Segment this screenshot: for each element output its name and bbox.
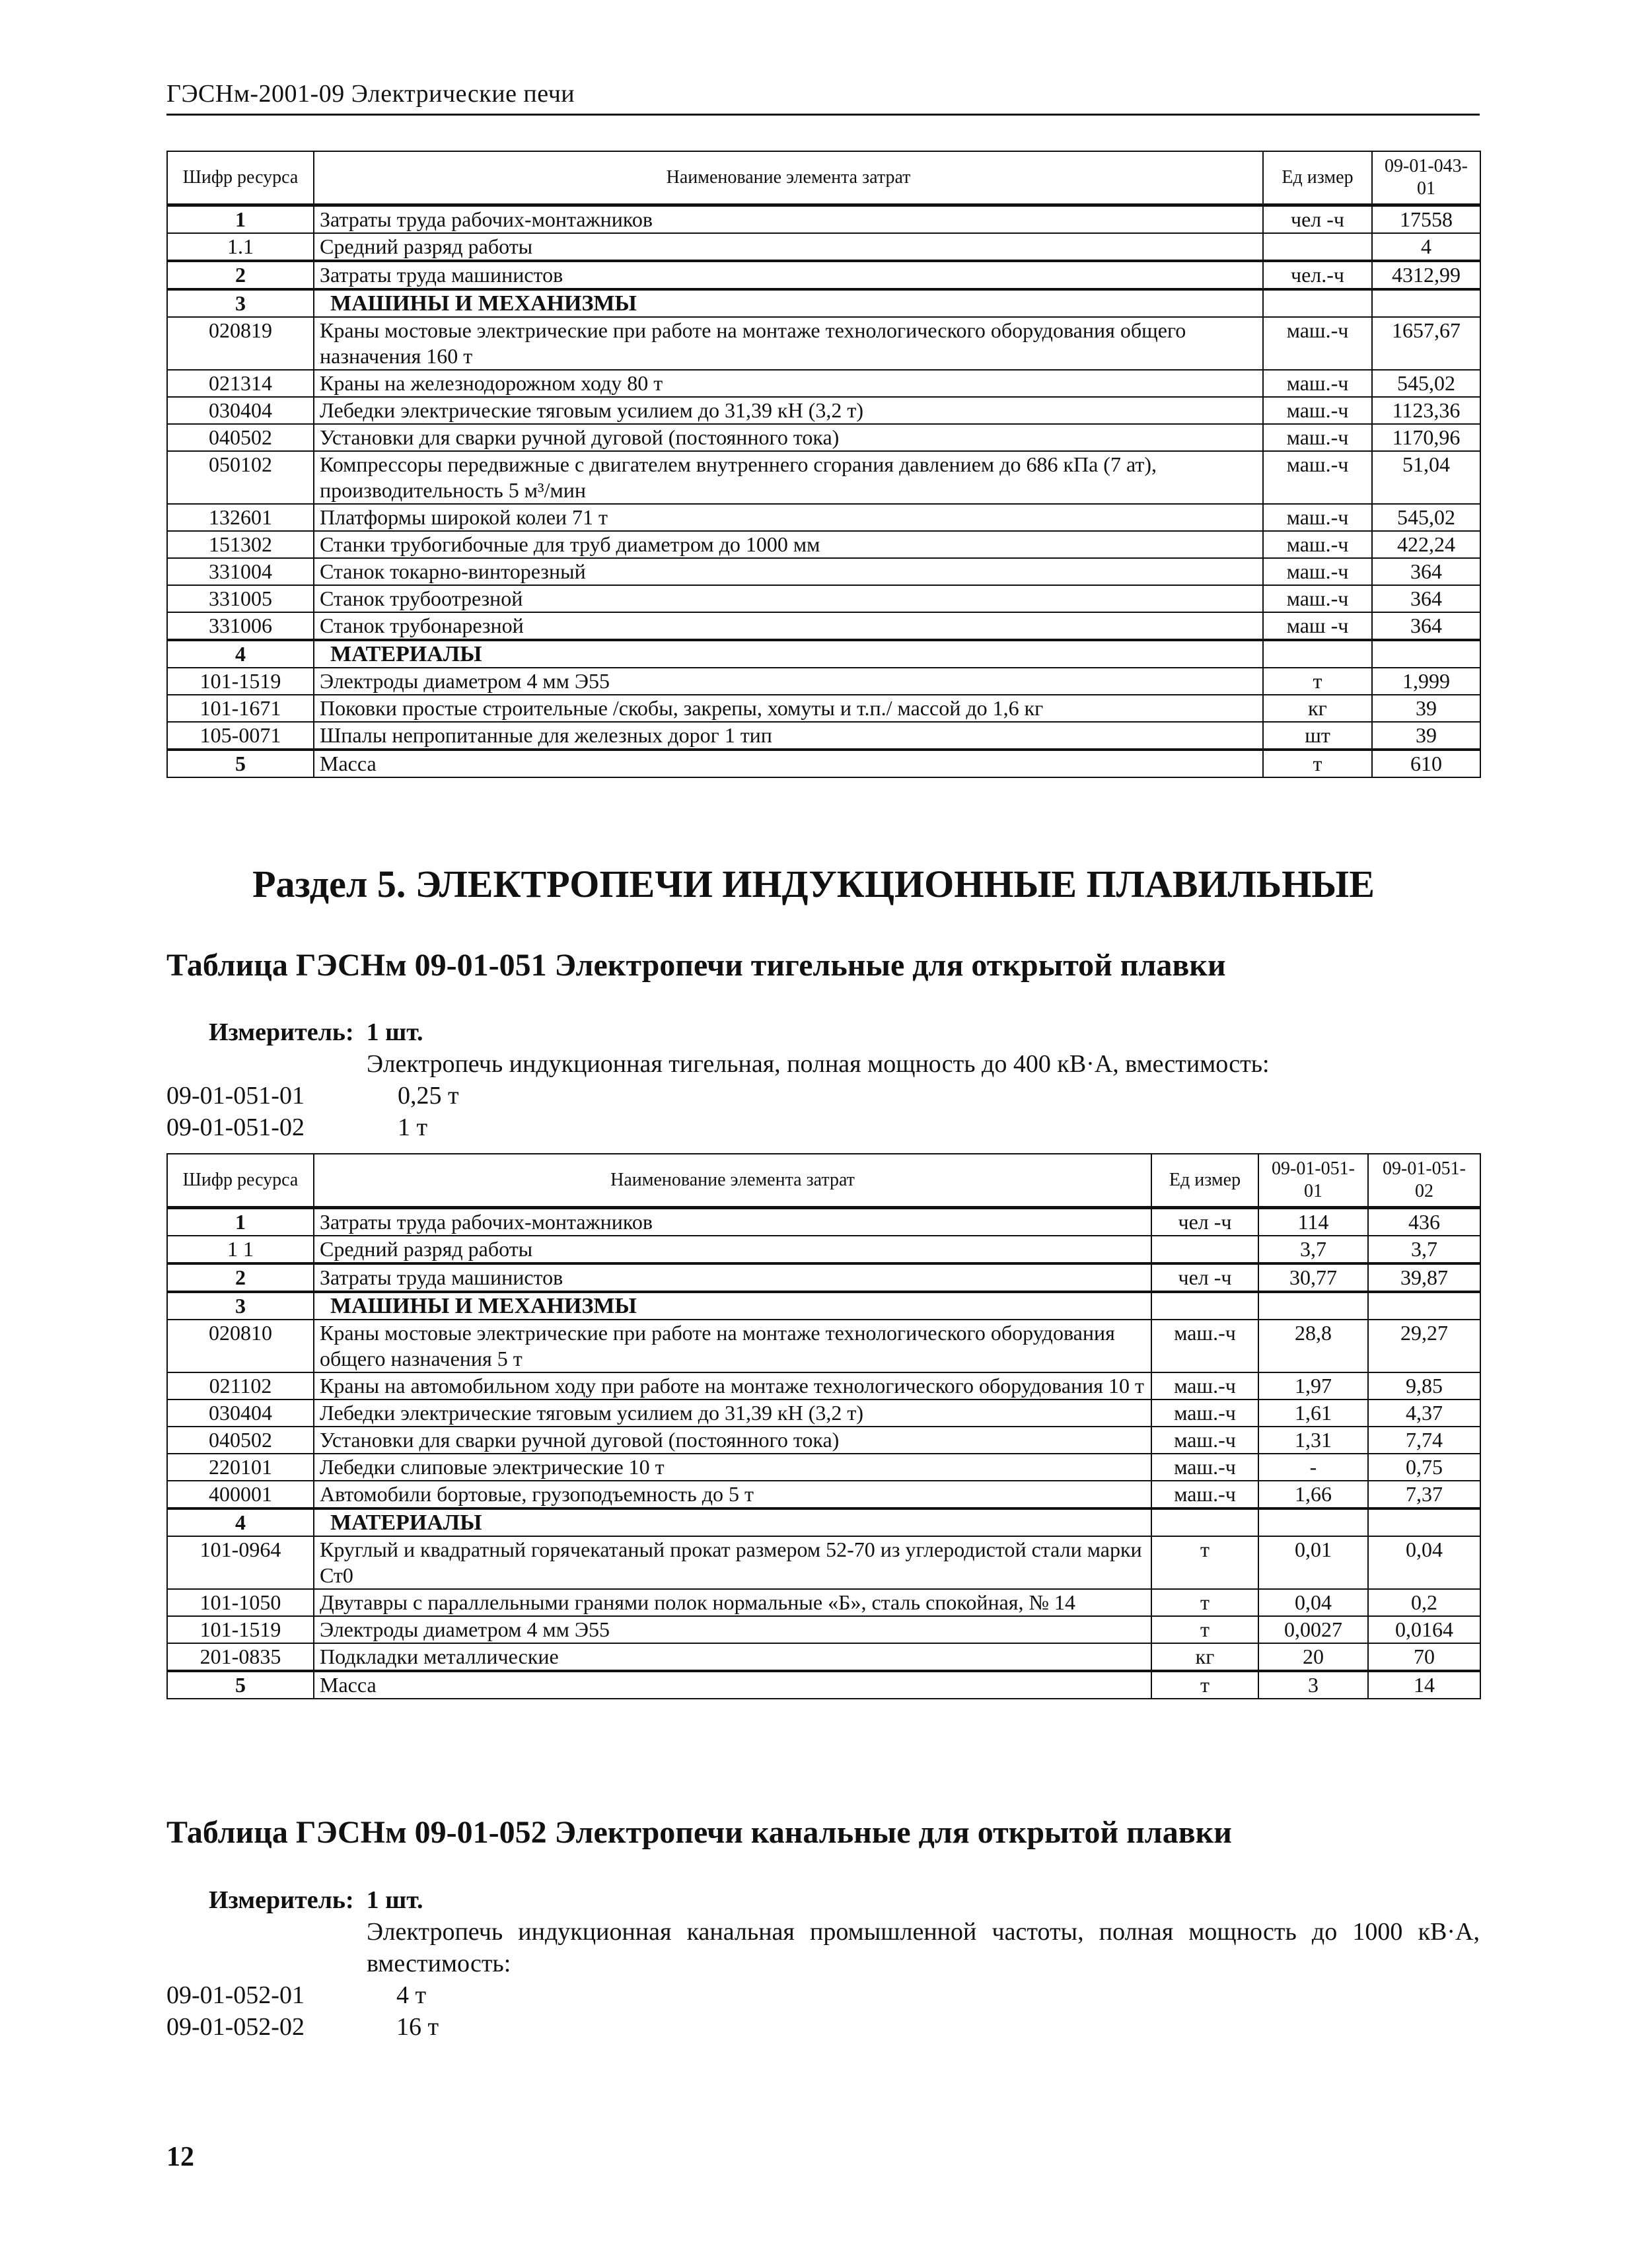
- table-row: [167, 233, 1480, 261]
- table-row: [167, 585, 1480, 612]
- value-cell-1: 28,8: [1258, 1320, 1368, 1372]
- variant-value: 0,25 т: [398, 1082, 459, 1110]
- resource-name-cell: Краны мостовые электрические при работе на монтаже технологического оборудования общего назначения 160 т: [314, 317, 1263, 370]
- resource-code-cell: 4: [167, 1508, 314, 1536]
- value-cell-1: 0,0027: [1258, 1616, 1368, 1643]
- value-cell-2: 39,87: [1368, 1263, 1480, 1292]
- table-row: [167, 451, 1480, 504]
- value-cell-1: 39: [1372, 695, 1480, 722]
- resource-code-cell: 101-1519: [167, 1616, 314, 1643]
- table-row: [167, 504, 1480, 531]
- value-cell-1: 364: [1372, 612, 1480, 640]
- value-cell-1: 1,66: [1258, 1481, 1368, 1508]
- meter-label-text: Измеритель:: [209, 1018, 354, 1046]
- table-row: [167, 750, 1480, 777]
- meter-value: 1 шт.: [366, 1018, 423, 1046]
- resource-name-cell: Электроды диаметром 4 мм Э55: [314, 1616, 1151, 1643]
- unit-cell: т: [1263, 668, 1372, 695]
- resource-name-cell: МАШИНЫ И МЕХАНИЗМЫ: [314, 1292, 1151, 1320]
- table-description: Электропечь индукционная тигельная, полная мощность до 400 кВ·А, вместимость:: [367, 1050, 1270, 1078]
- unit-cell: [1151, 1292, 1258, 1320]
- resource-name-cell: Затраты труда рабочих-монтажников: [314, 205, 1263, 234]
- value-cell-2: 0,75: [1368, 1454, 1480, 1481]
- value-cell-2: 70: [1368, 1643, 1480, 1671]
- resource-name-cell: Масса: [314, 750, 1263, 777]
- unit-cell: [1263, 289, 1372, 317]
- variant-row: [166, 1112, 428, 1143]
- unit-cell: кг: [1151, 1643, 1258, 1671]
- resource-code-cell: 1 1: [167, 1236, 314, 1263]
- table-row: [167, 1589, 1480, 1616]
- resource-code-cell: 1.1: [167, 233, 314, 261]
- resource-name-cell: МАТЕРИАЛЫ: [314, 1508, 1151, 1536]
- value-cell-1: 4312,99: [1372, 261, 1480, 289]
- table-row: [167, 1643, 1480, 1671]
- value-cell-1: -: [1258, 1454, 1368, 1481]
- unit-cell: маш.-ч: [1263, 424, 1372, 451]
- unit-cell: чел -ч: [1151, 1263, 1258, 1292]
- variant-value: 16 т: [396, 2013, 439, 2041]
- unit-cell: [1263, 233, 1372, 261]
- unit-cell: маш.-ч: [1263, 317, 1372, 370]
- table-row: [167, 695, 1480, 722]
- resource-name-cell: Краны на автомобильном ходу при работе на монтаже технологического оборудования 10 т: [314, 1372, 1151, 1400]
- value-cell-2: 7,37: [1368, 1481, 1480, 1508]
- unit-cell: маш.-ч: [1263, 370, 1372, 397]
- variant-row: [166, 2011, 439, 2043]
- resource-code-cell: 1: [167, 1208, 314, 1236]
- unit-cell: т: [1263, 750, 1372, 777]
- table-header-row: [167, 1154, 1480, 1208]
- unit-cell: чел -ч: [1151, 1208, 1258, 1236]
- resource-code-cell: 3: [167, 289, 314, 317]
- resource-code-cell: 331006: [167, 612, 314, 640]
- resource-code-cell: 2: [167, 1263, 314, 1292]
- variant-row: [166, 1979, 427, 2011]
- resource-name-cell: Лебедки электрические тяговым усилием до 31,39 кН (3,2 т): [314, 1400, 1151, 1427]
- table-row: [167, 1481, 1480, 1508]
- value-cell-1: 364: [1372, 558, 1480, 585]
- resource-code-cell: 5: [167, 1671, 314, 1699]
- resource-name-cell: Электроды диаметром 4 мм Э55: [314, 668, 1263, 695]
- column-header-unit: Ед измер: [1263, 151, 1372, 205]
- unit-cell: [1151, 1508, 1258, 1536]
- resource-name-cell: Станок трубоотрезной: [314, 585, 1263, 612]
- variant-code: 09-01-052-02: [166, 2013, 305, 2041]
- variant-value: 1 т: [398, 1114, 428, 1141]
- resource-name-cell: МАТЕРИАЛЫ: [314, 640, 1263, 668]
- unit-cell: маш.-ч: [1151, 1320, 1258, 1372]
- table-title-09-01-051: Таблица ГЭСНм 09-01-051 Электропечи тигельные для открытой плавки: [166, 948, 1226, 983]
- column-header-value-2: 09-01-051-02: [1368, 1154, 1480, 1208]
- unit-cell: маш.-ч: [1263, 397, 1372, 424]
- table-body: [167, 205, 1480, 778]
- table-row: [167, 370, 1480, 397]
- column-header-code: Шифр ресурса: [167, 1154, 314, 1208]
- column-header-value: 09-01-043-01: [1372, 151, 1480, 205]
- unit-cell: [1151, 1236, 1258, 1263]
- value-cell-1: 51,04: [1372, 451, 1480, 504]
- resource-code-cell: 030404: [167, 1400, 314, 1427]
- value-cell-1: 39: [1372, 722, 1480, 750]
- table-row: [167, 205, 1480, 234]
- resource-name-cell: Поковки простые строительные /скобы, закрепы, хомуты и т.п./ массой до 1,6 кг: [314, 695, 1263, 722]
- unit-cell: маш.-ч: [1151, 1400, 1258, 1427]
- resource-name-cell: МАШИНЫ И МЕХАНИЗМЫ: [314, 289, 1263, 317]
- value-cell-2: 9,85: [1368, 1372, 1480, 1400]
- resource-code-cell: 105-0071: [167, 722, 314, 750]
- value-cell-2: 3,7: [1368, 1236, 1480, 1263]
- meter-label-text: Измеритель:: [209, 1886, 354, 1914]
- value-cell-1: [1258, 1292, 1368, 1320]
- column-header-value-1: 09-01-051-01: [1258, 1154, 1368, 1208]
- column-header-name: Наименование элемента затрат: [314, 151, 1263, 205]
- value-cell-2: 0,2: [1368, 1589, 1480, 1616]
- resource-name-cell: Средний разряд работы: [314, 233, 1263, 261]
- value-cell-2: 4,37: [1368, 1400, 1480, 1427]
- resource-table-09-01-043: [166, 151, 1481, 778]
- table-row: [167, 1400, 1480, 1427]
- table-row: [167, 1508, 1480, 1536]
- resource-code-cell: 1: [167, 205, 314, 234]
- resource-name-cell: Масса: [314, 1671, 1151, 1699]
- table-row: [167, 261, 1480, 289]
- table-row: [167, 1320, 1480, 1372]
- variant-code: 09-01-051-02: [166, 1114, 305, 1141]
- value-cell-2: 14: [1368, 1671, 1480, 1699]
- resource-name-cell: Лебедки электрические тяговым усилием до 31,39 кН (3,2 т): [314, 397, 1263, 424]
- resource-name-cell: Компрессоры передвижные с двигателем внутреннего сгорания давлением до 686 кПа (7 ат), производительность 5 м³/мин: [314, 451, 1263, 504]
- resource-code-cell: 101-1050: [167, 1589, 314, 1616]
- unit-cell: чел -ч: [1263, 205, 1372, 234]
- value-cell-1: [1372, 289, 1480, 317]
- resource-code-cell: 040502: [167, 424, 314, 451]
- resource-table-09-01-051: [166, 1153, 1481, 1699]
- table-header-row: [167, 151, 1480, 205]
- unit-cell: маш.-ч: [1263, 504, 1372, 531]
- table-row: [167, 1536, 1480, 1589]
- unit-cell: т: [1151, 1589, 1258, 1616]
- resource-code-cell: 4: [167, 640, 314, 668]
- table-row: [167, 317, 1480, 370]
- resource-code-cell: 151302: [167, 531, 314, 558]
- resource-code-cell: 331004: [167, 558, 314, 585]
- resource-code-cell: 3: [167, 1292, 314, 1320]
- value-cell-1: 1,31: [1258, 1427, 1368, 1454]
- resource-code-cell: 021102: [167, 1372, 314, 1400]
- value-cell-1: 545,02: [1372, 370, 1480, 397]
- resource-code-cell: 331005: [167, 585, 314, 612]
- resource-name-cell: Установки для сварки ручной дуговой (постоянного тока): [314, 1427, 1151, 1454]
- resource-name-cell: Платформы широкой колеи 71 т: [314, 504, 1263, 531]
- resource-code-cell: 220101: [167, 1454, 314, 1481]
- resource-name-cell: Краны мостовые электрические при работе на монтаже технологического оборудования общего назначения 5 т: [314, 1320, 1151, 1372]
- table-row: [167, 1263, 1480, 1292]
- table-row: [167, 1454, 1480, 1481]
- variant-value: 4 т: [396, 1981, 427, 2009]
- resource-code-cell: 020810: [167, 1320, 314, 1372]
- unit-cell: т: [1151, 1671, 1258, 1699]
- column-header-name: Наименование элемента затрат: [314, 1154, 1151, 1208]
- variant-row: [166, 1080, 459, 1112]
- variant-code: 09-01-051-01: [166, 1082, 305, 1110]
- resource-name-cell: Станок токарно-винторезный: [314, 558, 1263, 585]
- table-row: [167, 1427, 1480, 1454]
- table-row: [167, 668, 1480, 695]
- value-cell-2: [1368, 1508, 1480, 1536]
- resource-name-cell: Затраты труда машинистов: [314, 261, 1263, 289]
- table-row: [167, 722, 1480, 750]
- resource-code-cell: 030404: [167, 397, 314, 424]
- value-cell-1: 1657,67: [1372, 317, 1480, 370]
- unit-cell: маш.-ч: [1263, 558, 1372, 585]
- value-cell-1: [1258, 1508, 1368, 1536]
- value-cell-1: 3: [1258, 1671, 1368, 1699]
- value-cell-1: 0,04: [1258, 1589, 1368, 1616]
- resource-code-cell: 101-1519: [167, 668, 314, 695]
- resource-code-cell: 2: [167, 261, 314, 289]
- meter-label: [209, 1017, 423, 1047]
- resource-name-cell: Подкладки металлические: [314, 1643, 1151, 1671]
- unit-cell: маш.-ч: [1263, 585, 1372, 612]
- resource-name-cell: Затраты труда рабочих-монтажников: [314, 1208, 1151, 1236]
- resource-name-cell: Станки трубогибочные для труб диаметром до 1000 мм: [314, 531, 1263, 558]
- table-row: [167, 1372, 1480, 1400]
- value-cell-1: 610: [1372, 750, 1480, 777]
- value-cell-1: 114: [1258, 1208, 1368, 1236]
- value-cell-1: 1170,96: [1372, 424, 1480, 451]
- table-row: [167, 1208, 1480, 1236]
- resource-name-cell: Установки для сварки ручной дуговой (постоянного тока): [314, 424, 1263, 451]
- table-row: [167, 1236, 1480, 1263]
- resource-name-cell: Краны на железнодорожном ходу 80 т: [314, 370, 1263, 397]
- resource-code-cell: 101-0964: [167, 1536, 314, 1589]
- variant-code: 09-01-052-01: [166, 1981, 305, 2009]
- value-cell-1: 3,7: [1258, 1236, 1368, 1263]
- value-cell-2: 0,0164: [1368, 1616, 1480, 1643]
- column-header-code: Шифр ресурса: [167, 151, 314, 205]
- value-cell-2: 436: [1368, 1208, 1480, 1236]
- value-cell-1: 4: [1372, 233, 1480, 261]
- unit-cell: маш.-ч: [1151, 1481, 1258, 1508]
- table-row: [167, 1616, 1480, 1643]
- resource-name-cell: Лебедки слиповые электрические 10 т: [314, 1454, 1151, 1481]
- unit-cell: чел.-ч: [1263, 261, 1372, 289]
- resource-name-cell: Станок трубонарезной: [314, 612, 1263, 640]
- resource-code-cell: 020819: [167, 317, 314, 370]
- value-cell-2: 0,04: [1368, 1536, 1480, 1589]
- table-row: [167, 612, 1480, 640]
- meter-value: 1 шт.: [366, 1886, 423, 1914]
- resource-name-cell: Средний разряд работы: [314, 1236, 1151, 1263]
- resource-code-cell: 021314: [167, 370, 314, 397]
- value-cell-1: 1,999: [1372, 668, 1480, 695]
- value-cell-1: 0,01: [1258, 1536, 1368, 1589]
- unit-cell: маш.-ч: [1263, 451, 1372, 504]
- table-row: [167, 531, 1480, 558]
- table-title-09-01-052: Таблица ГЭСНм 09-01-052 Электропечи канальные для открытой плавки: [166, 1815, 1232, 1850]
- table-description: Электропечь индукционная канальная промышленной частоты, полная мощность до 1000 кВ·А, вместимость:: [367, 1918, 1480, 1977]
- unit-cell: маш.-ч: [1151, 1454, 1258, 1481]
- table-row: [167, 397, 1480, 424]
- value-cell-1: 30,77: [1258, 1263, 1368, 1292]
- table-row: [167, 640, 1480, 668]
- resource-name-cell: Круглый и квадратный горячекатаный прокат размером 52-70 из углеродистой стали марки Ст0: [314, 1536, 1151, 1589]
- table-body: [167, 1208, 1480, 1699]
- section-title: Раздел 5. ЭЛЕКТРОПЕЧИ ИНДУКЦИОННЫЕ ПЛАВИЛЬНЫЕ: [252, 863, 1375, 905]
- value-cell-1: 1,97: [1258, 1372, 1368, 1400]
- value-cell-1: 17558: [1372, 205, 1480, 234]
- resource-name-cell: Двутавры с параллельными гранями полок нормальные «Б», сталь спокойная, № 14: [314, 1589, 1151, 1616]
- page-header: ГЭСНм-2001-09 Электрические печи: [166, 74, 1480, 116]
- resource-code-cell: 040502: [167, 1427, 314, 1454]
- value-cell-1: 20: [1258, 1643, 1368, 1671]
- page-number: 12: [166, 2142, 194, 2172]
- unit-cell: т: [1151, 1536, 1258, 1589]
- resource-code-cell: 050102: [167, 451, 314, 504]
- resource-code-cell: 400001: [167, 1481, 314, 1508]
- unit-cell: шт: [1263, 722, 1372, 750]
- resource-code-cell: 5: [167, 750, 314, 777]
- value-cell-1: 364: [1372, 585, 1480, 612]
- table-row: [167, 289, 1480, 317]
- table-row: [167, 1671, 1480, 1699]
- unit-cell: маш -ч: [1263, 612, 1372, 640]
- value-cell-2: [1368, 1292, 1480, 1320]
- resource-code-cell: 201-0835: [167, 1643, 314, 1671]
- resource-name-cell: Затраты труда машинистов: [314, 1263, 1151, 1292]
- resource-name-cell: Шпалы непропитанные для железных дорог 1 тип: [314, 722, 1263, 750]
- unit-cell: маш.-ч: [1151, 1372, 1258, 1400]
- value-cell-1: [1372, 640, 1480, 668]
- unit-cell: маш.-ч: [1151, 1427, 1258, 1454]
- resource-code-cell: 101-1671: [167, 695, 314, 722]
- table-row: [167, 558, 1480, 585]
- unit-cell: т: [1151, 1616, 1258, 1643]
- table-row: [167, 424, 1480, 451]
- unit-cell: [1263, 640, 1372, 668]
- table-row: [167, 1292, 1480, 1320]
- value-cell-1: 422,24: [1372, 531, 1480, 558]
- resource-name-cell: Автомобили бортовые, грузоподъемность до 5 т: [314, 1481, 1151, 1508]
- value-cell-1: 545,02: [1372, 504, 1480, 531]
- column-header-unit: Ед измер: [1151, 1154, 1258, 1208]
- value-cell-1: 1123,36: [1372, 397, 1480, 424]
- value-cell-1: 1,61: [1258, 1400, 1368, 1427]
- value-cell-2: 7,74: [1368, 1427, 1480, 1454]
- meter-label: [209, 1885, 423, 1915]
- unit-cell: кг: [1263, 695, 1372, 722]
- resource-code-cell: 132601: [167, 504, 314, 531]
- unit-cell: маш.-ч: [1263, 531, 1372, 558]
- value-cell-2: 29,27: [1368, 1320, 1480, 1372]
